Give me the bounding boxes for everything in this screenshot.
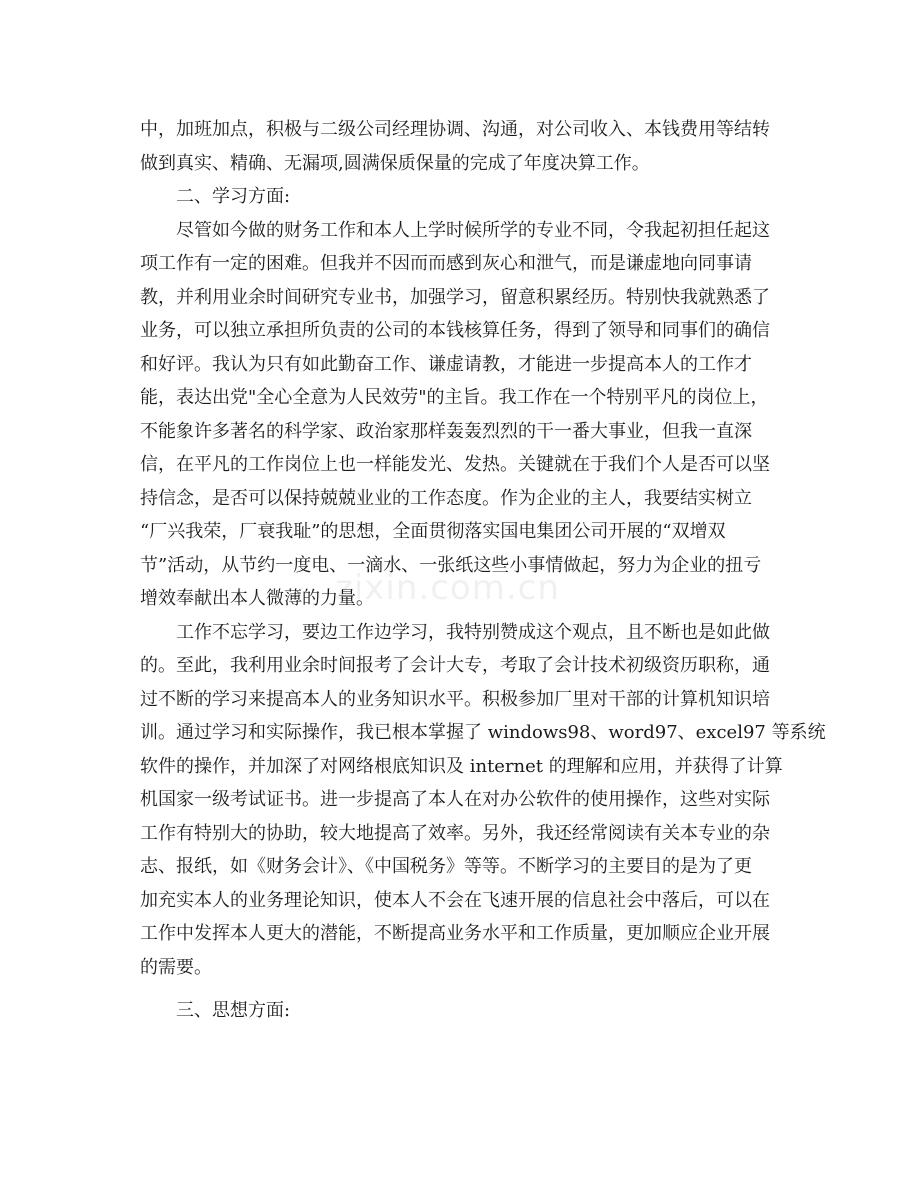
text-line: 加充实本人的业务理论知识，使本人不会在飞速开展的信息社会中落后，可以在 [140,889,770,911]
text-line: 中，加班加点，积极与二级公司经理协调、沟通，对公司收入、本钱费用等结转 [140,119,770,140]
text-line: 项工作有一定的困难。但我并不因而而感到灰心和泄气，而是谦虚地向同事请 [140,253,752,274]
text-line: 工作有特别大的协助，较大地提高了效率。另外，我还经常阅读有关本专业的杂 [140,822,770,844]
text-line: 能，表达出党"全心全意为人民效劳"的主旨。我工作在一个特别平凡的岗位上， [140,387,769,408]
paragraph-gap [140,984,780,994]
text-line: 信，在平凡的工作岗位上也一样能发光、发热。关键就在于我们个人是否可以坚 [140,454,770,475]
text-line: 的需要。 [140,956,212,978]
text-line: 工作不忘学习，要边工作边学习，我特别赞成这个观点，且不断也是如此做 [176,621,770,643]
text-line: 做到真实、精确、无漏项,圆满保质保量的完成了年度决算工作。 [140,152,650,174]
text-line: 持信念，是否可以保持兢兢业业的工作态度。作为企业的主人，我要结实树立 [140,487,752,509]
text-line: 不能象许多著名的科学家、政治家那样轰轰烈烈的干一番大事业，但我一直深 [140,420,752,442]
text-line: 教，并利用业余时间研究专业书，加强学习，留意积累经历。特别快我就熟悉了 [140,286,770,308]
text-line: 工作中发挥本人更大的潜能，不断提高业务水平和工作质量，更加顺应企业开展 [140,923,770,944]
text-line: 机国家一级考试证书。进一步提高了本人在对办公软件的使用操作，这些对实际 [140,789,770,810]
text-line: 节”活动，从节约一度电、一滴水、一张纸这些小事情做起，努力为企业的扭亏 [140,554,762,576]
text-line: 尽管如今做的财务工作和本人上学时候所学的专业不同，令我起初担任起这 [176,219,770,241]
text-line: 训。通过学习和实际操作，我已根本掌握了 windows98、word97、excel97 等系统 [140,722,826,743]
text-line: 业务，可以独立承担所负责的公司的本钱核算任务，得到了领导和同事们的确信 [140,320,770,341]
section-heading-thought: 三、思想方面: [176,1000,291,1021]
text-line: 增效奉献出本人微薄的力量。 [140,588,374,609]
text-line: 志、报纸，如《财务会计》、《中国税务》等等。不断学习的主要目的是为了更 [140,856,752,877]
text-line: 和好评。我认为只有如此勤奋工作、谦虚请教，才能进一步提高本人的工作才 [140,353,752,375]
watermark: zixin.com.cn [335,568,560,608]
text-line: 软件的操作，并加深了对网络根底知识及 internet 的理解和应用，并获得了计算 [140,755,783,777]
section-heading-study: 二、学习方面: [176,186,291,207]
text-line: 过不断的学习来提高本人的业务知识水平。积极参加厂里对干部的计算机知识培 [140,688,770,710]
text-line: 的。至此，我利用业余时间报考了会计大专，考取了会计技术初级资历职称，通 [140,655,770,676]
document-body [140,113,826,1028]
text-line: “厂兴我荣，厂衰我耻”的思想，全面贯彻落实国电集团公司开展的“双增双 [140,521,726,542]
